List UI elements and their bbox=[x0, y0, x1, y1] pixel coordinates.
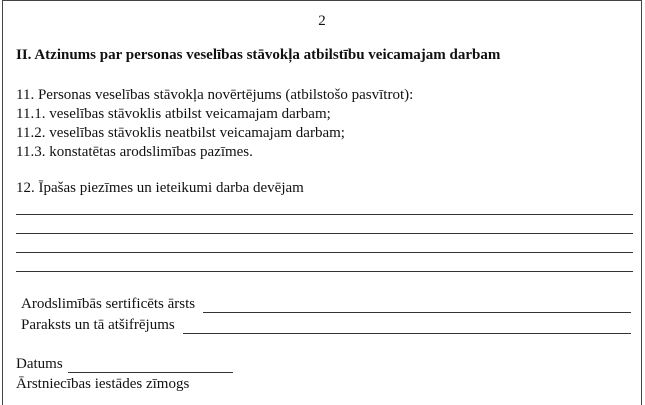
doctor-field[interactable] bbox=[203, 296, 631, 313]
item-12-title: 12. Īpašas piezīmes un ieteikumi darba devējam bbox=[16, 180, 304, 196]
item-11-title: 11. Personas veselības stāvokļa novērtējums (atbilstošo pasvītrot): bbox=[16, 87, 414, 103]
notes-line-1[interactable] bbox=[16, 214, 633, 215]
date-field[interactable] bbox=[68, 356, 233, 373]
doctor-label: Arodslimībās sertificēts ārsts bbox=[21, 296, 196, 312]
signature-field[interactable] bbox=[183, 317, 631, 334]
date-label: Datums bbox=[16, 356, 63, 372]
item-11-option-1: 11.1. veselības stāvoklis atbilst veicamajam darbam; bbox=[16, 106, 331, 122]
doctor-row bbox=[21, 296, 631, 313]
page-number: 2 bbox=[318, 13, 326, 29]
date-row bbox=[16, 356, 233, 373]
item-11-option-2: 11.2. veselības stāvoklis neatbilst veicamajam darbam; bbox=[16, 125, 345, 141]
item-11-option-3: 11.3. konstatētas arodslimības pazīmes. bbox=[16, 144, 253, 160]
stamp-label: Ārstniecības iestādes zīmogs bbox=[16, 376, 190, 392]
notes-line-4[interactable] bbox=[16, 271, 633, 272]
document-page bbox=[2, 0, 642, 405]
signature-row bbox=[21, 317, 631, 334]
notes-line-3[interactable] bbox=[16, 252, 633, 253]
section-title: II. Atzinums par personas veselības stāvokļa atbilstību veicamajam darbam bbox=[16, 47, 501, 63]
notes-line-2[interactable] bbox=[16, 233, 633, 234]
signature-label: Paraksts un tā atšifrējums bbox=[21, 317, 175, 333]
